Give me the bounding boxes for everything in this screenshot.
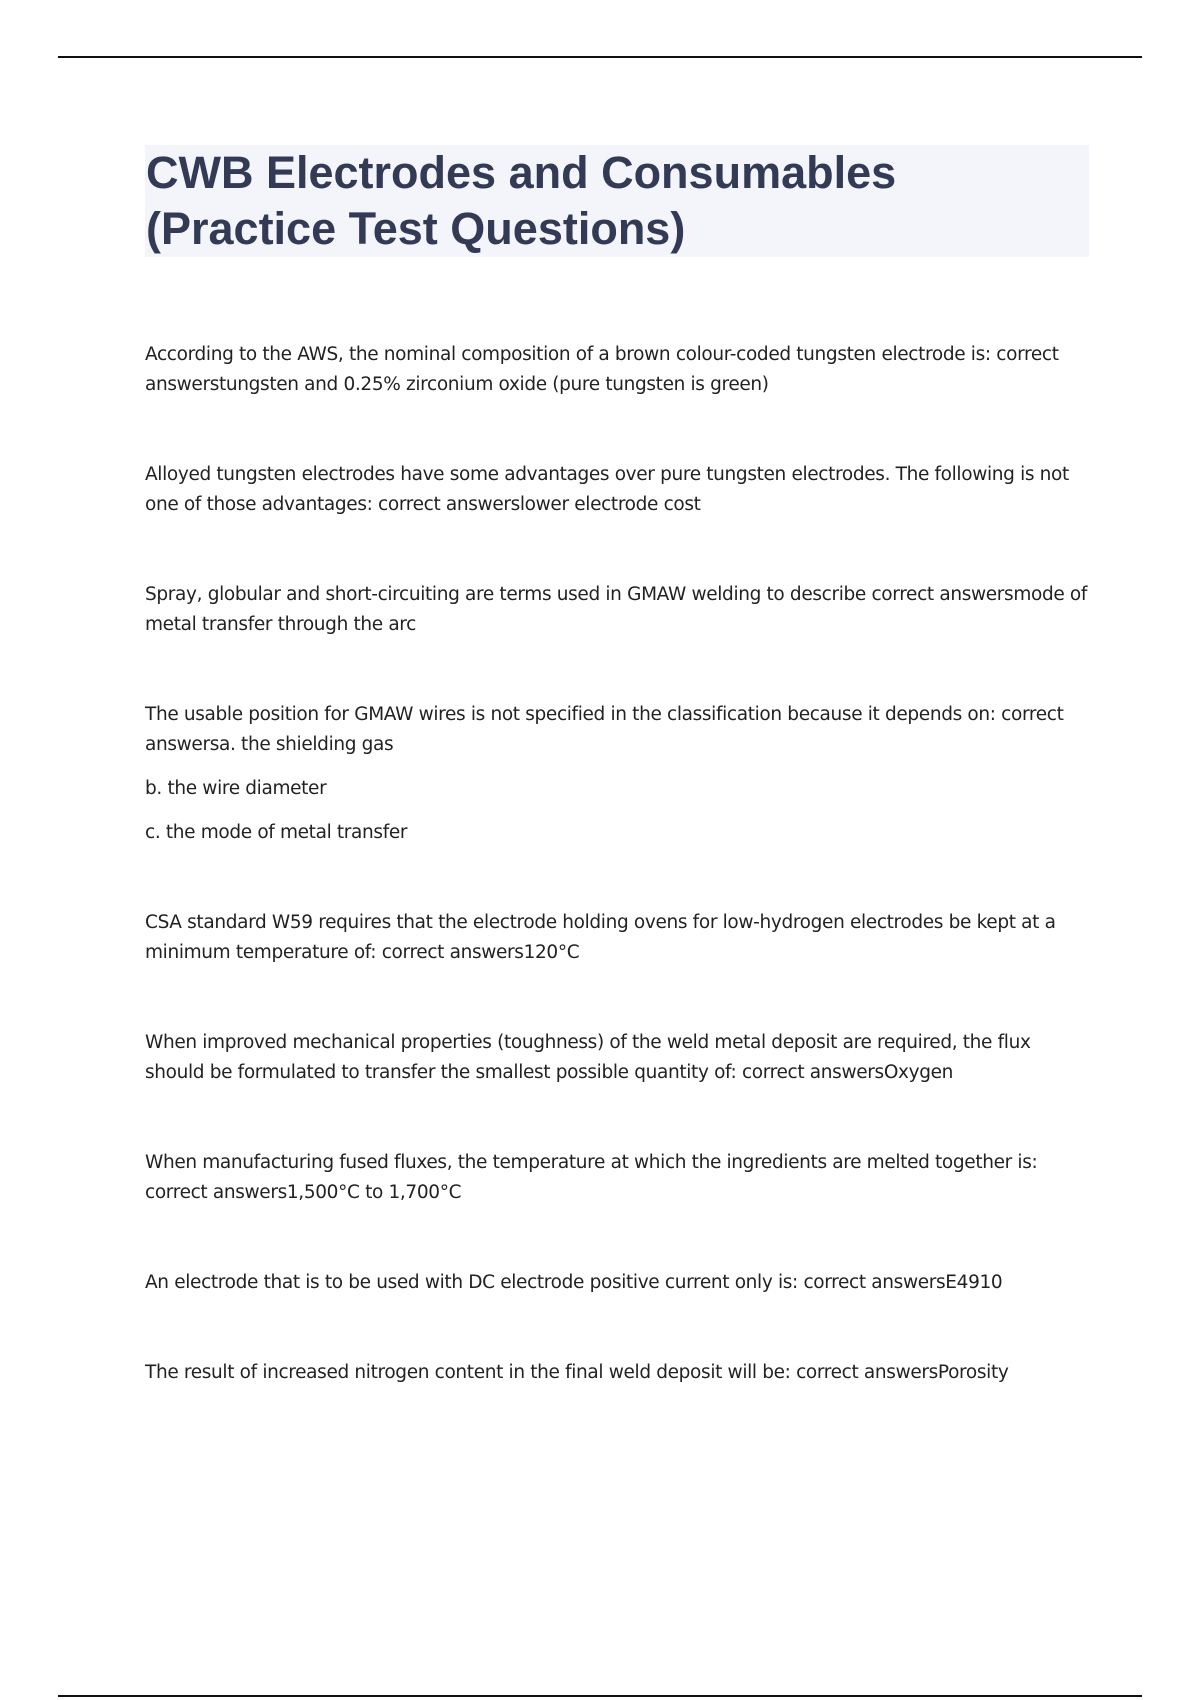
question-text: The result of increased nitrogen content in the final weld deposit will be: correct answersPorosity <box>145 1362 1009 1383</box>
question-list <box>145 340 1095 1388</box>
question-text: According to the AWS, the nominal composition of a brown colour-coded tungsten electrode is: correct answerstungsten and 0.25% zirconium oxide (pure tungsten is green) <box>145 344 1059 395</box>
title-line-2: (Practice Test Questions) <box>146 203 686 254</box>
question-text: Spray, globular and short-circuiting are terms used in GMAW welding to describe correct answersmode of metal transfer through the arc <box>145 584 1088 635</box>
question-item <box>145 580 1095 640</box>
question-text: An electrode that is to be used with DC electrode positive current only is: correct answersE4910 <box>145 1272 1003 1293</box>
question-item <box>145 1028 1095 1088</box>
bottom-divider <box>58 1695 1142 1697</box>
question-text: When improved mechanical properties (toughness) of the weld metal deposit are required, the flux should be formulated to transfer the smallest possible quantity of: correct answersOxygen <box>145 1032 1031 1083</box>
document-title <box>145 145 1089 257</box>
answer-option: c. the mode of metal transfer <box>145 822 408 843</box>
question-text: The usable position for GMAW wires is not specified in the classification because it depends on: correct answersa. the shielding gas <box>145 704 1064 755</box>
question-item <box>145 700 1095 848</box>
question-text: CSA standard W59 requires that the electrode holding ovens for low-hydrogen electrodes be kept at a minimum temperature of: correct answers120°C <box>145 912 1056 963</box>
question-text: When manufacturing fused fluxes, the temperature at which the ingredients are melted together is: correct answers1,500°C to 1,700°C <box>145 1152 1038 1203</box>
question-item <box>145 340 1095 400</box>
top-divider <box>58 56 1142 58</box>
question-text: Alloyed tungsten electrodes have some advantages over pure tungsten electrodes. The following is not one of those advantages: correct answerslower electrode cost <box>145 464 1069 515</box>
question-item <box>145 460 1095 520</box>
answer-option: b. the wire diameter <box>145 778 327 799</box>
question-item <box>145 1358 1095 1388</box>
title-line-1: CWB Electrodes and Consumables <box>146 147 897 198</box>
question-item <box>145 1268 1095 1298</box>
question-item <box>145 1148 1095 1208</box>
question-item <box>145 908 1095 968</box>
title-banner <box>145 145 1089 257</box>
